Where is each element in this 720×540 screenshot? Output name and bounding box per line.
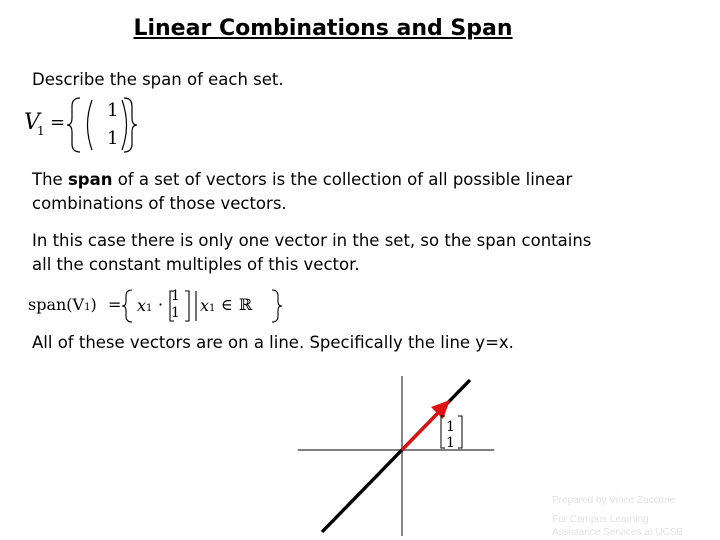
set-vector-bottom: 1 <box>107 128 119 149</box>
formula-func: span(V1) <box>28 295 97 314</box>
formula-coeff: x1 <box>137 296 153 315</box>
vector-label-right-bracket <box>458 416 462 448</box>
set-braces <box>66 96 138 154</box>
footer-line2: For Campus Learning <box>552 514 649 525</box>
span-term: span <box>67 170 113 189</box>
formula-real-set: ℝ <box>239 295 253 314</box>
span-definition-line2: combinations of those vectors. <box>32 194 287 213</box>
span-formula <box>28 286 268 326</box>
slide-title: Linear Combinations and Span <box>133 16 513 41</box>
vector-label-left-bracket <box>441 416 445 448</box>
explanation-line1: In this case there is only one vector in the set, so the span contains <box>32 231 592 250</box>
vector-label-top: 1 <box>446 419 455 435</box>
prompt-text: Describe the span of each set. <box>32 70 284 89</box>
set-equals: = <box>50 112 66 133</box>
formula-element-of: ∈ <box>221 295 233 314</box>
set-vector-top: 1 <box>107 100 119 121</box>
formula-vector-top: 1 <box>171 288 180 304</box>
set-name: V <box>24 110 40 135</box>
formula-equals: = <box>108 295 122 314</box>
line-statement: All of these vectors are on a line. Specifically the line y=x. <box>32 333 514 352</box>
span-line-graph <box>298 376 498 536</box>
formula-dot: · <box>158 295 164 314</box>
formula-vector-bottom: 1 <box>171 305 180 321</box>
vector-label-bottom: 1 <box>446 435 455 451</box>
span-definition-line1 <box>32 168 572 192</box>
span-definition-after: of a set of vectors is the collection of all possible linear <box>112 170 573 189</box>
set-definition <box>24 96 134 154</box>
footer-line3: Assistance Services at UCSB <box>552 527 684 538</box>
vector-arrow <box>402 411 440 450</box>
explanation-line2: all the constant multiples of this vector. <box>32 255 360 274</box>
footer-prepared-by: Prepared by Vince Zaccone <box>552 495 676 506</box>
set-subscript: 1 <box>37 124 45 138</box>
span-definition-before: The <box>32 170 68 189</box>
formula-condition-var: x1 <box>200 296 216 315</box>
